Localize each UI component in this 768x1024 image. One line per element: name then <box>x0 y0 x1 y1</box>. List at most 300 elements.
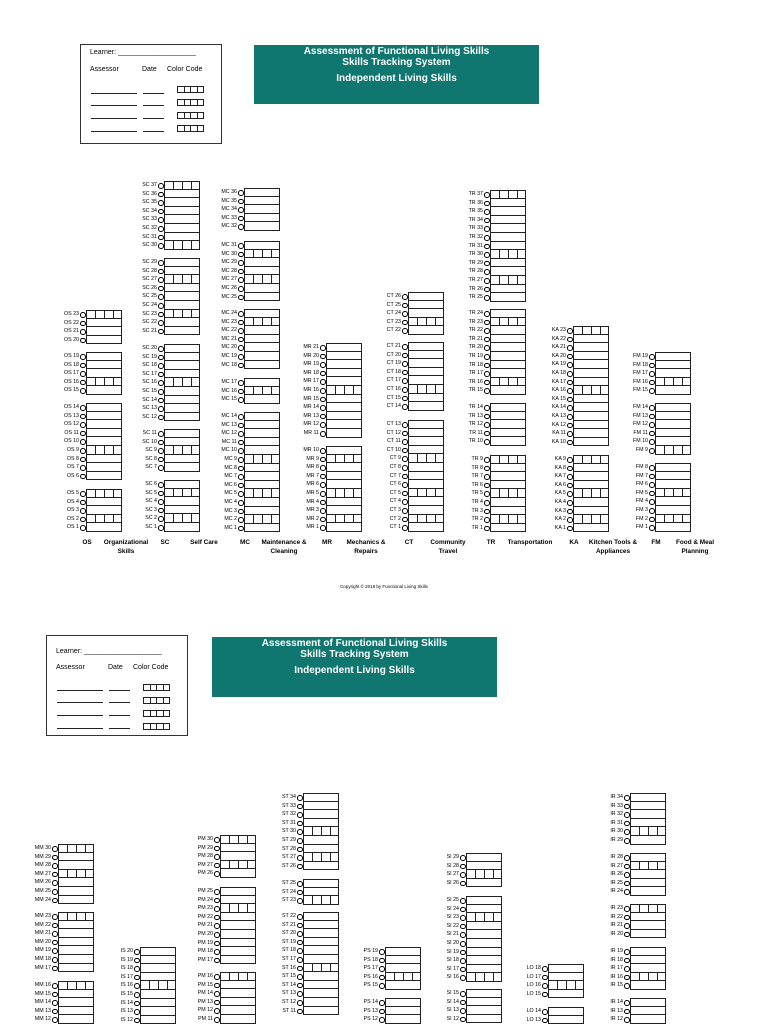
skill-radio[interactable] <box>214 1017 220 1023</box>
skill-score-cells[interactable] <box>244 515 280 524</box>
skill-score-cells[interactable] <box>408 351 444 360</box>
skill-score-cells[interactable] <box>220 947 256 956</box>
skill-radio[interactable] <box>484 278 490 284</box>
skill-score-cells[interactable] <box>86 369 122 378</box>
skill-score-cells[interactable] <box>490 343 526 352</box>
skill-score-cells[interactable] <box>303 955 339 964</box>
skill-score-cells[interactable] <box>164 207 200 216</box>
skill-score-cells[interactable] <box>408 342 444 351</box>
skill-radio[interactable] <box>379 949 385 955</box>
skill-radio[interactable] <box>158 431 164 437</box>
color-code-box[interactable] <box>143 710 170 717</box>
skill-score-cells[interactable] <box>655 412 691 421</box>
skill-score-cells[interactable] <box>244 293 280 302</box>
skill-radio[interactable] <box>214 915 220 921</box>
skill-score-cells[interactable] <box>244 214 280 223</box>
skill-radio[interactable] <box>214 837 220 843</box>
skill-score-cells[interactable] <box>573 472 609 481</box>
skill-score-cells[interactable] <box>58 912 94 921</box>
skill-score-cells[interactable] <box>140 956 176 965</box>
skill-score-cells[interactable] <box>303 819 339 828</box>
skill-radio[interactable] <box>484 439 490 445</box>
skill-score-cells[interactable] <box>244 378 280 387</box>
skill-radio[interactable] <box>238 260 244 266</box>
skill-radio[interactable] <box>624 795 630 801</box>
skill-radio[interactable] <box>214 991 220 997</box>
skill-radio[interactable] <box>238 190 244 196</box>
skill-score-cells[interactable] <box>326 386 362 395</box>
skill-radio[interactable] <box>402 396 408 402</box>
skill-radio[interactable] <box>158 303 164 309</box>
skill-radio[interactable] <box>624 983 630 989</box>
skill-radio[interactable] <box>484 244 490 250</box>
skill-score-cells[interactable] <box>220 835 256 844</box>
skill-score-cells[interactable] <box>303 964 339 973</box>
skill-radio[interactable] <box>52 1017 58 1023</box>
skill-radio[interactable] <box>320 345 326 351</box>
skill-radio[interactable] <box>542 975 548 981</box>
skill-radio[interactable] <box>52 966 58 972</box>
skill-score-cells[interactable] <box>58 981 94 990</box>
skill-radio[interactable] <box>460 907 466 913</box>
skill-score-cells[interactable] <box>58 861 94 870</box>
skill-radio[interactable] <box>80 354 86 360</box>
skill-score-cells[interactable] <box>303 998 339 1007</box>
skill-score-cells[interactable] <box>573 412 609 421</box>
skill-score-cells[interactable] <box>220 896 256 905</box>
skill-score-cells[interactable] <box>490 285 526 294</box>
skill-score-cells[interactable] <box>408 463 444 472</box>
skill-score-cells[interactable] <box>655 446 691 455</box>
skill-radio[interactable] <box>238 311 244 317</box>
skill-radio[interactable] <box>214 854 220 860</box>
skill-score-cells[interactable] <box>490 326 526 335</box>
skill-radio[interactable] <box>297 838 303 844</box>
skill-radio[interactable] <box>238 466 244 472</box>
skill-score-cells[interactable] <box>244 481 280 490</box>
skill-score-cells[interactable] <box>303 810 339 819</box>
skill-score-cells[interactable] <box>385 973 421 982</box>
skill-radio[interactable] <box>649 422 655 428</box>
skill-radio[interactable] <box>649 414 655 420</box>
skill-score-cells[interactable] <box>408 402 444 411</box>
skill-radio[interactable] <box>134 1018 140 1024</box>
skill-score-cells[interactable] <box>303 912 339 921</box>
skill-score-cells[interactable] <box>408 292 444 301</box>
skill-radio[interactable] <box>320 525 326 531</box>
skill-score-cells[interactable] <box>630 998 666 1007</box>
skill-radio[interactable] <box>402 491 408 497</box>
skill-radio[interactable] <box>402 294 408 300</box>
skill-radio[interactable] <box>402 482 408 488</box>
skill-score-cells[interactable] <box>86 472 122 481</box>
color-code-box[interactable] <box>177 86 204 93</box>
skill-radio[interactable] <box>460 855 466 861</box>
skill-score-cells[interactable] <box>408 472 444 481</box>
skill-radio[interactable] <box>134 983 140 989</box>
skill-score-cells[interactable] <box>573 481 609 490</box>
skill-score-cells[interactable] <box>655 403 691 412</box>
skill-radio[interactable] <box>402 499 408 505</box>
skill-radio[interactable] <box>567 423 573 429</box>
skill-radio[interactable] <box>238 440 244 446</box>
skill-score-cells[interactable] <box>164 497 200 506</box>
skill-score-cells[interactable] <box>655 463 691 472</box>
skill-score-cells[interactable] <box>466 948 502 957</box>
skill-score-cells[interactable] <box>303 929 339 938</box>
skill-radio[interactable] <box>238 337 244 343</box>
skill-radio[interactable] <box>484 500 490 506</box>
skill-score-cells[interactable] <box>466 913 502 922</box>
skill-score-cells[interactable] <box>573 438 609 447</box>
skill-score-cells[interactable] <box>490 507 526 516</box>
skill-radio[interactable] <box>238 474 244 480</box>
skill-score-cells[interactable] <box>244 309 280 318</box>
skill-score-cells[interactable] <box>630 921 666 930</box>
skill-radio[interactable] <box>158 346 164 352</box>
skill-score-cells[interactable] <box>244 489 280 498</box>
skill-score-cells[interactable] <box>220 913 256 922</box>
skill-radio[interactable] <box>460 881 466 887</box>
skill-radio[interactable] <box>542 992 548 998</box>
skill-score-cells[interactable] <box>220 981 256 990</box>
skill-radio[interactable] <box>158 183 164 189</box>
skill-score-cells[interactable] <box>408 318 444 327</box>
skill-radio[interactable] <box>460 975 466 981</box>
skill-score-cells[interactable] <box>140 1016 176 1024</box>
skill-radio[interactable] <box>567 414 573 420</box>
skill-radio[interactable] <box>214 949 220 955</box>
skill-radio[interactable] <box>238 389 244 395</box>
skill-score-cells[interactable] <box>220 861 256 870</box>
skill-score-cells[interactable] <box>630 836 666 845</box>
skill-radio[interactable] <box>542 1018 548 1024</box>
skill-score-cells[interactable] <box>58 955 94 964</box>
skill-score-cells[interactable] <box>466 922 502 931</box>
skill-radio[interactable] <box>379 958 385 964</box>
skill-radio[interactable] <box>484 345 490 351</box>
skill-radio[interactable] <box>484 371 490 377</box>
skill-score-cells[interactable] <box>140 947 176 956</box>
skill-score-cells[interactable] <box>548 1007 584 1016</box>
color-code-box[interactable] <box>143 697 170 704</box>
skill-score-cells[interactable] <box>164 181 200 190</box>
skill-radio[interactable] <box>297 898 303 904</box>
skill-score-cells[interactable] <box>303 836 339 845</box>
skill-score-cells[interactable] <box>490 464 526 473</box>
skill-radio[interactable] <box>484 328 490 334</box>
skill-score-cells[interactable] <box>326 446 362 455</box>
skill-score-cells[interactable] <box>244 188 280 197</box>
skill-score-cells[interactable] <box>164 327 200 336</box>
skill-radio[interactable] <box>402 378 408 384</box>
skill-score-cells[interactable] <box>408 454 444 463</box>
skill-radio[interactable] <box>52 940 58 946</box>
skill-radio[interactable] <box>320 405 326 411</box>
color-code-box[interactable] <box>177 112 204 119</box>
skill-score-cells[interactable] <box>58 870 94 879</box>
skill-radio[interactable] <box>214 863 220 869</box>
skill-radio[interactable] <box>238 483 244 489</box>
skill-radio[interactable] <box>158 398 164 404</box>
skill-radio[interactable] <box>402 439 408 445</box>
skill-score-cells[interactable] <box>164 275 200 284</box>
skill-score-cells[interactable] <box>244 472 280 481</box>
skill-radio[interactable] <box>649 499 655 505</box>
skill-radio[interactable] <box>320 397 326 403</box>
skill-score-cells[interactable] <box>86 352 122 361</box>
skill-score-cells[interactable] <box>303 921 339 930</box>
skill-radio[interactable] <box>460 991 466 997</box>
skill-radio[interactable] <box>158 491 164 497</box>
skill-score-cells[interactable] <box>244 507 280 516</box>
skill-radio[interactable] <box>402 320 408 326</box>
skill-score-cells[interactable] <box>303 989 339 998</box>
skill-score-cells[interactable] <box>466 1015 502 1024</box>
skill-radio[interactable] <box>320 354 326 360</box>
skill-radio[interactable] <box>238 500 244 506</box>
skill-radio[interactable] <box>624 1009 630 1015</box>
skill-radio[interactable] <box>320 371 326 377</box>
skill-score-cells[interactable] <box>655 506 691 515</box>
skill-score-cells[interactable] <box>490 498 526 507</box>
skill-score-cells[interactable] <box>86 515 122 524</box>
skill-score-cells[interactable] <box>408 489 444 498</box>
skill-score-cells[interactable] <box>630 973 666 982</box>
skill-score-cells[interactable] <box>630 827 666 836</box>
skill-radio[interactable] <box>297 829 303 835</box>
skill-score-cells[interactable] <box>164 361 200 370</box>
skill-radio[interactable] <box>624 881 630 887</box>
skill-score-cells[interactable] <box>630 981 666 990</box>
skill-radio[interactable] <box>52 957 58 963</box>
skill-score-cells[interactable] <box>466 965 502 974</box>
skill-score-cells[interactable] <box>408 309 444 318</box>
color-code-box[interactable] <box>177 125 204 132</box>
skill-score-cells[interactable] <box>164 446 200 455</box>
skill-radio[interactable] <box>484 337 490 343</box>
skill-radio[interactable] <box>320 517 326 523</box>
skill-radio[interactable] <box>649 465 655 471</box>
skill-radio[interactable] <box>484 431 490 437</box>
skill-radio[interactable] <box>158 465 164 471</box>
skill-score-cells[interactable] <box>548 990 584 999</box>
skill-score-cells[interactable] <box>466 930 502 939</box>
skill-score-cells[interactable] <box>220 869 256 878</box>
skill-radio[interactable] <box>320 500 326 506</box>
skill-radio[interactable] <box>297 855 303 861</box>
skill-radio[interactable] <box>567 509 573 515</box>
skill-radio[interactable] <box>624 966 630 972</box>
skill-score-cells[interactable] <box>573 455 609 464</box>
skill-radio[interactable] <box>567 517 573 523</box>
skill-radio[interactable] <box>80 329 86 335</box>
skill-score-cells[interactable] <box>244 464 280 473</box>
skill-radio[interactable] <box>297 991 303 997</box>
skill-radio[interactable] <box>320 474 326 480</box>
skill-radio[interactable] <box>567 328 573 334</box>
skill-score-cells[interactable] <box>140 973 176 982</box>
skill-radio[interactable] <box>134 949 140 955</box>
skill-radio[interactable] <box>52 923 58 929</box>
skill-radio[interactable] <box>158 192 164 198</box>
skill-score-cells[interactable] <box>655 523 691 532</box>
skill-radio[interactable] <box>402 448 408 454</box>
skill-radio[interactable] <box>158 209 164 215</box>
skill-score-cells[interactable] <box>220 1006 256 1015</box>
skill-radio[interactable] <box>460 941 466 947</box>
skill-score-cells[interactable] <box>573 386 609 395</box>
skill-score-cells[interactable] <box>490 369 526 378</box>
skill-score-cells[interactable] <box>220 1015 256 1024</box>
skill-score-cells[interactable] <box>490 420 526 429</box>
skill-score-cells[interactable] <box>490 207 526 216</box>
skill-score-cells[interactable] <box>140 990 176 999</box>
skill-score-cells[interactable] <box>630 862 666 871</box>
skill-score-cells[interactable] <box>490 437 526 446</box>
skill-radio[interactable] <box>80 312 86 318</box>
skill-score-cells[interactable] <box>244 241 280 250</box>
skill-score-cells[interactable] <box>244 284 280 293</box>
skill-score-cells[interactable] <box>86 446 122 455</box>
skill-radio[interactable] <box>80 439 86 445</box>
skill-radio[interactable] <box>158 277 164 283</box>
skill-score-cells[interactable] <box>326 403 362 412</box>
skill-radio[interactable] <box>484 311 490 317</box>
skill-score-cells[interactable] <box>466 870 502 879</box>
skill-radio[interactable] <box>80 508 86 514</box>
skill-radio[interactable] <box>238 414 244 420</box>
skill-score-cells[interactable] <box>220 989 256 998</box>
skill-radio[interactable] <box>134 975 140 981</box>
skill-score-cells[interactable] <box>408 359 444 368</box>
skill-score-cells[interactable] <box>58 921 94 930</box>
skill-score-cells[interactable] <box>220 956 256 965</box>
skill-score-cells[interactable] <box>573 395 609 404</box>
skill-score-cells[interactable] <box>164 258 200 267</box>
skill-score-cells[interactable] <box>490 515 526 524</box>
skill-score-cells[interactable] <box>164 284 200 293</box>
skill-radio[interactable] <box>214 974 220 980</box>
skill-radio[interactable] <box>460 924 466 930</box>
skill-score-cells[interactable] <box>244 421 280 430</box>
skill-radio[interactable] <box>80 338 86 344</box>
skill-score-cells[interactable] <box>244 352 280 361</box>
skill-score-cells[interactable] <box>244 361 280 370</box>
skill-radio[interactable] <box>460 967 466 973</box>
skill-radio[interactable] <box>567 431 573 437</box>
skill-radio[interactable] <box>297 966 303 972</box>
skill-radio[interactable] <box>238 295 244 301</box>
skill-radio[interactable] <box>567 388 573 394</box>
skill-radio[interactable] <box>52 1009 58 1015</box>
skill-score-cells[interactable] <box>86 463 122 472</box>
skill-radio[interactable] <box>320 465 326 471</box>
skill-radio[interactable] <box>320 508 326 514</box>
skill-radio[interactable] <box>238 286 244 292</box>
skill-score-cells[interactable] <box>58 887 94 896</box>
skill-radio[interactable] <box>320 388 326 394</box>
skill-score-cells[interactable] <box>385 998 421 1007</box>
skill-radio[interactable] <box>649 517 655 523</box>
skill-score-cells[interactable] <box>326 360 362 369</box>
skill-radio[interactable] <box>567 474 573 480</box>
skill-score-cells[interactable] <box>164 514 200 523</box>
skill-score-cells[interactable] <box>164 523 200 532</box>
skill-score-cells[interactable] <box>220 930 256 939</box>
skill-radio[interactable] <box>80 474 86 480</box>
skill-score-cells[interactable] <box>408 376 444 385</box>
skill-score-cells[interactable] <box>220 972 256 981</box>
skill-radio[interactable] <box>484 491 490 497</box>
skill-radio[interactable] <box>484 235 490 241</box>
skill-score-cells[interactable] <box>655 429 691 438</box>
skill-radio[interactable] <box>460 864 466 870</box>
skill-radio[interactable] <box>238 509 244 515</box>
skill-radio[interactable] <box>158 320 164 326</box>
skill-radio[interactable] <box>402 387 408 393</box>
skill-radio[interactable] <box>158 406 164 412</box>
skill-radio[interactable] <box>649 525 655 531</box>
skill-score-cells[interactable] <box>326 377 362 386</box>
skill-score-cells[interactable] <box>385 1015 421 1024</box>
skill-radio[interactable] <box>214 932 220 938</box>
skill-radio[interactable] <box>134 966 140 972</box>
skill-radio[interactable] <box>379 975 385 981</box>
skill-radio[interactable] <box>649 371 655 377</box>
skill-radio[interactable] <box>402 525 408 531</box>
skill-radio[interactable] <box>649 354 655 360</box>
skill-radio[interactable] <box>238 526 244 532</box>
skill-score-cells[interactable] <box>164 396 200 405</box>
skill-score-cells[interactable] <box>466 879 502 888</box>
skill-radio[interactable] <box>567 354 573 360</box>
skill-score-cells[interactable] <box>408 420 444 429</box>
skill-radio[interactable] <box>484 226 490 232</box>
skill-score-cells[interactable] <box>303 1007 339 1016</box>
skill-score-cells[interactable] <box>164 267 200 276</box>
skill-radio[interactable] <box>402 456 408 462</box>
skill-radio[interactable] <box>624 838 630 844</box>
skill-radio[interactable] <box>214 871 220 877</box>
skill-score-cells[interactable] <box>164 506 200 515</box>
skill-score-cells[interactable] <box>58 990 94 999</box>
skill-radio[interactable] <box>320 457 326 463</box>
skill-score-cells[interactable] <box>58 946 94 955</box>
skill-score-cells[interactable] <box>326 506 362 515</box>
skill-radio[interactable] <box>402 303 408 309</box>
skill-radio[interactable] <box>214 923 220 929</box>
skill-score-cells[interactable] <box>490 386 526 395</box>
skill-radio[interactable] <box>52 889 58 895</box>
skill-score-cells[interactable] <box>490 335 526 344</box>
skill-score-cells[interactable] <box>220 844 256 853</box>
skill-radio[interactable] <box>320 431 326 437</box>
skill-score-cells[interactable] <box>385 1007 421 1016</box>
skill-score-cells[interactable] <box>220 998 256 1007</box>
skill-radio[interactable] <box>238 328 244 334</box>
skill-radio[interactable] <box>238 224 244 230</box>
skill-radio[interactable] <box>320 414 326 420</box>
skill-score-cells[interactable] <box>164 413 200 422</box>
skill-score-cells[interactable] <box>490 224 526 233</box>
skill-score-cells[interactable] <box>630 956 666 965</box>
skill-radio[interactable] <box>80 422 86 428</box>
skill-score-cells[interactable] <box>326 498 362 507</box>
skill-score-cells[interactable] <box>220 921 256 930</box>
skill-score-cells[interactable] <box>164 344 200 353</box>
skill-radio[interactable] <box>402 353 408 359</box>
